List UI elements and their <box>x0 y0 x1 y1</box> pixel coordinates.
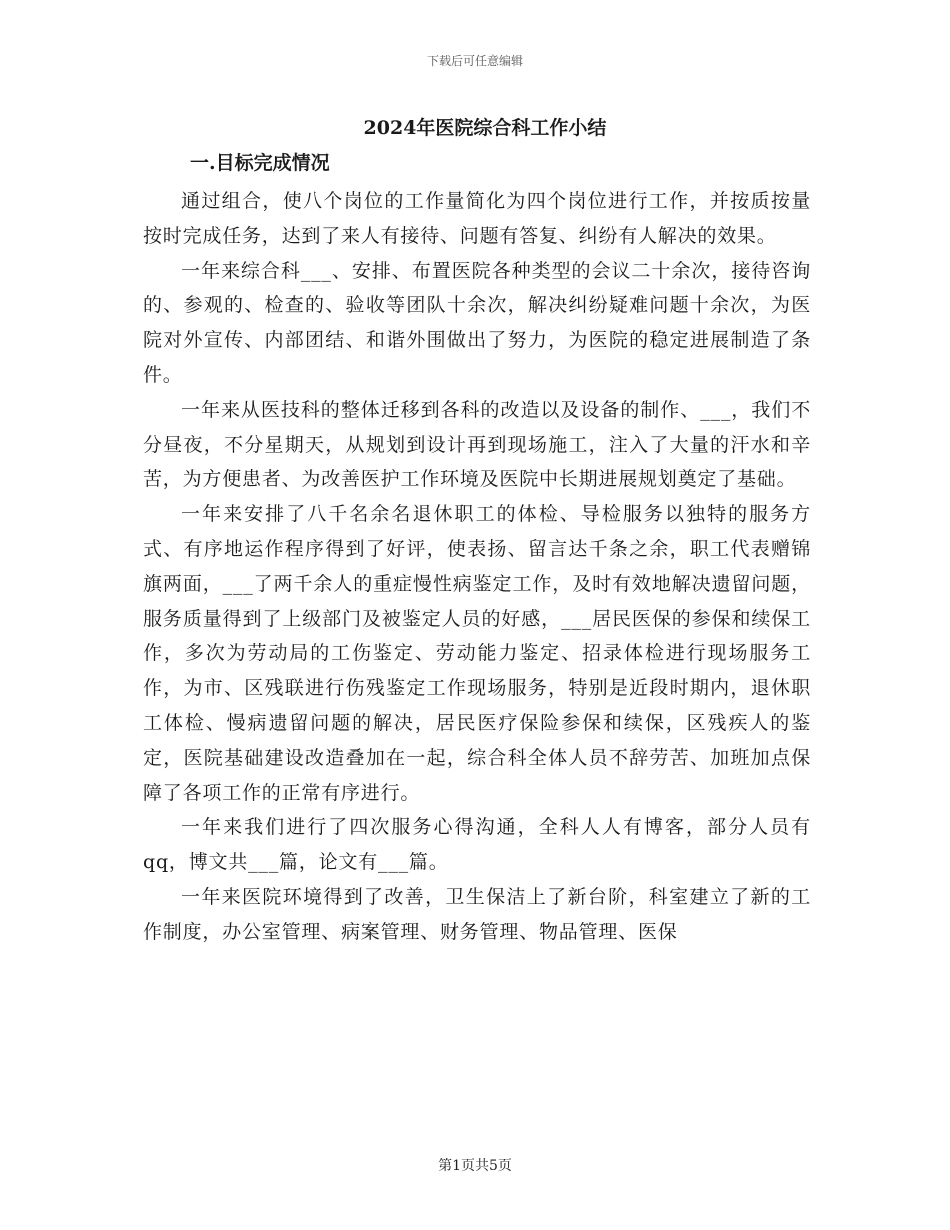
page-number: 第1页共5页 <box>438 1158 512 1174</box>
paragraph: 一年来安排了八千名余名退休职工的体检、导检服务以独特的服务方式、有序地运作程序得到了好评，使表扬、留言达千条之余，职工代表赠锦旗两面，___了两千余人的重症慢性病鉴定工作，及时有效地解决遗留问题，服务质量得到了上级部门及被鉴定人员的好感，___居民医保的参保和续保工作，多次为劳动局的工伤鉴定、劳动能力鉴定、招录体检进行现场服务工作，为市、区残联进行伤残鉴定工作现场服务，特别是近段时期内，退休职工体检、慢病遗留问题的解决，居民医疗保险参保和续保，区残疾人的鉴定，医院基础建设改造叠加在一起，综合科全体人员不辞劳苦、加班加点保障了各项工作的正常有序进行。 <box>143 503 811 804</box>
document-body <box>143 184 811 950</box>
paragraph: 一年来医院环境得到了改善，卫生保洁上了新台阶，科室建立了新的工作制度，办公室管理、病案管理、财务管理、物品管理、医保 <box>143 885 811 943</box>
paragraph: 一年来我们进行了四次服务心得沟通，全科人人有博客，部分人员有qq，博文共___篇，论文有___篇。 <box>143 816 811 874</box>
document-title: 2024年医院综合科工作小结 <box>363 117 607 139</box>
paragraph: 通过组合，使八个岗位的工作量简化为四个岗位进行工作，并按质按量按时完成任务，达到了来人有接待、问题有答复、纠纷有人解决的效果。 <box>143 190 811 247</box>
paragraph: 一年来从医技科的整体迁移到各科的改造以及设备的制作、___，我们不分昼夜，不分星期天，从规划到设计再到现场施工，注入了大量的汗水和辛苦，为方便患者、为改善医护工作环境及医院中长期进展规划奠定了基础。 <box>143 398 811 491</box>
section-heading: 一.目标完成情况 <box>190 152 330 174</box>
page-header-note: 下载后可任意编辑 <box>426 54 523 68</box>
paragraph: 一年来综合科___、安排、布置医院各种类型的会议二十余次，接待咨询的、参观的、检查的、验收等团队十余次，解决纠纷疑难问题十余次，为医院对外宣传、内部团结、和谐外围做出了努力，为医院的稳定进展制造了条件。 <box>143 259 811 386</box>
